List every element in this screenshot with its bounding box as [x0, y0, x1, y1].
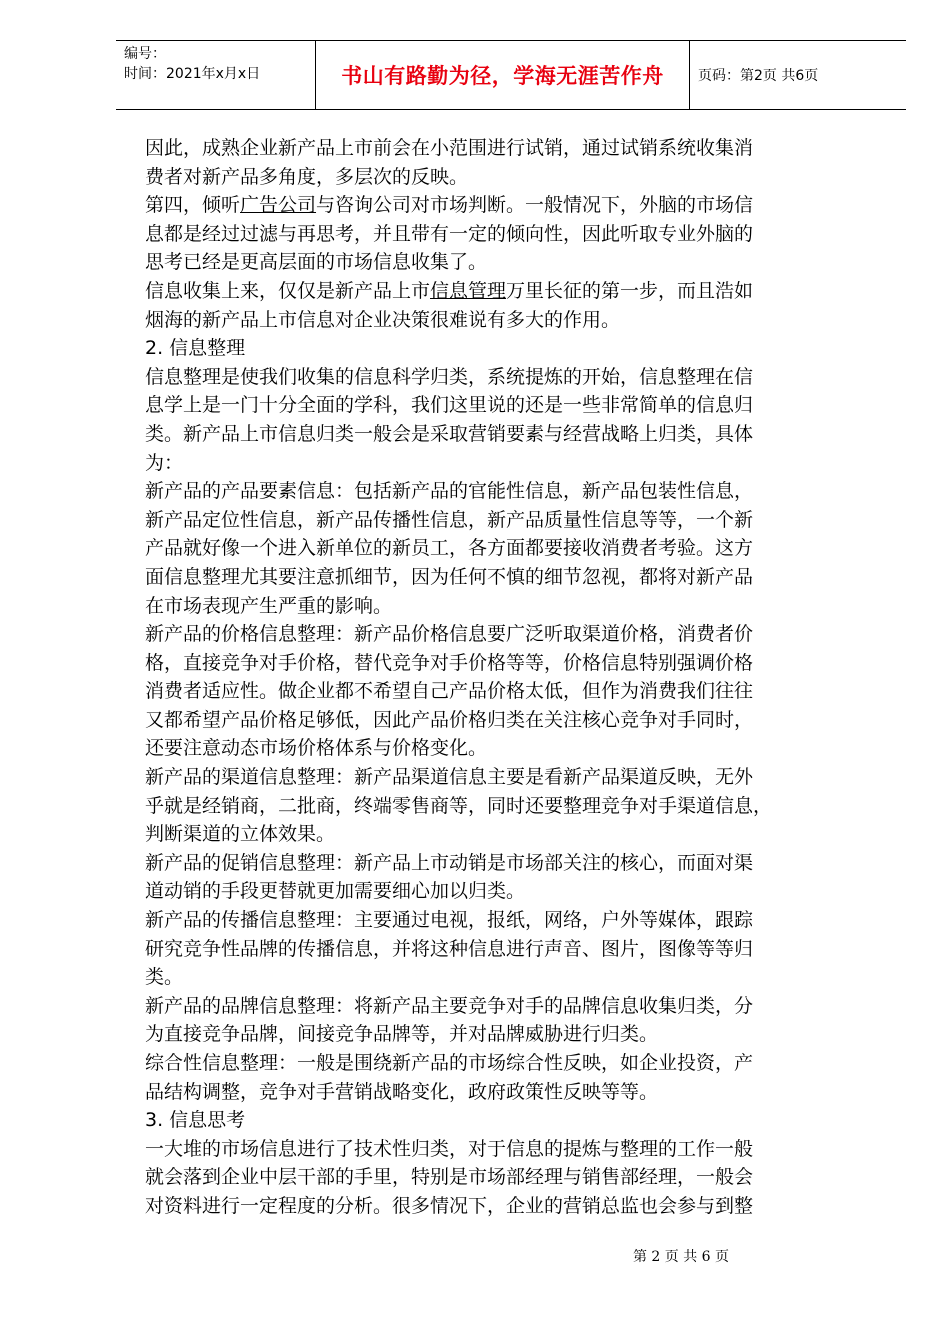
text-line: 又都希望产品价格足够低，因此产品价格归类在关注核心竞争对手同时， [145, 708, 754, 731]
text-line: 3. 信息思考 [145, 1109, 246, 1132]
text-line: 费者对新产品多角度，多层次的反映。 [145, 165, 469, 188]
text-line: 就会落到企业中层干部的手里，特别是市场部经理与销售部经理，一般会 [145, 1166, 754, 1189]
text-line: 道动销的手段更替就更加需要细心加以归类。 [145, 880, 526, 903]
text-line: 为直接竞争品牌，间接竞争品牌等，并对品牌威胁进行归类。 [145, 1023, 659, 1046]
underlined-term-link[interactable]: 广告公司 [240, 194, 317, 217]
text-segment: 信息收集上来，仅仅是新产品上市 [145, 279, 431, 302]
text-line: 在市场表现产生严重的影响。 [145, 594, 393, 617]
text-line: 息学上是一门十分全面的学科，我们这里说的还是一些非常简单的信息归 [145, 394, 754, 417]
text-line: 研究竞争性品牌的传播信息，并将这种信息进行声音、图片，图像等等归 [145, 937, 754, 960]
text-line [145, 191, 865, 220]
text-line [145, 277, 865, 306]
text-line: 烟海的新产品上市信息对企业决策很难说有多大的作用。 [145, 308, 621, 331]
text-segment: 万里长征的第一步，而且浩如 [506, 279, 754, 302]
text-line: 思考已经是更高层面的市场信息收集了。 [145, 251, 488, 274]
text-line: 新产品的传播信息整理：主要通过电视，报纸，网络，户外等媒体，跟踪 [145, 909, 754, 932]
text-line: 综合性信息整理：一般是围绕新产品的市场综合性反映，如企业投资，产 [145, 1052, 754, 1074]
text-line: 判断渠道的立体效果。 [145, 823, 336, 846]
text-line: 对资料进行一定程度的分析。很多情况下，企业的营销总监也会参与到整 [145, 1194, 754, 1217]
text-line: 一大堆的市场信息进行了技术性归类，对于信息的提炼与整理的工作一般 [145, 1137, 754, 1160]
text-line: 类。新产品上市信息归类一般会是采取营销要素与经营战略上归类，具体 [145, 422, 754, 445]
text-line: 息都是经过过滤与再思考，并且带有一定的倾向性，因此听取专业外脑的 [145, 222, 754, 245]
header-page-label: 页码：第2页 共6页 [698, 68, 819, 84]
text-line: 信息整理是使我们收集的信息科学归类，系统提炼的开始，信息整理在信 [145, 365, 754, 388]
text-segment: 与咨询公司对市场判断。一般情况下，外脑的市场信 [316, 194, 754, 217]
text-line: 格，直接竞争对手价格，替代竞争对手价格等等，价格信息特别强调价格 [145, 651, 754, 674]
text-line: 新产品定位性信息，新产品传播性信息，新产品质量性信息等等，一个新 [145, 508, 754, 531]
text-line: 品结构调整，竞争对手营销战略变化，政府政策性反映等等。 [145, 1080, 659, 1103]
text-line: 产品就好像一个进入新单位的新员工，各方面都要接收消费者考验。这方 [145, 537, 754, 560]
text-line: 新产品的渠道信息整理：新产品渠道信息主要是看新产品渠道反映，无外 [145, 766, 754, 789]
page-header [116, 40, 906, 110]
document-number-label: 编号： [124, 46, 166, 62]
text-line: 新产品的价格信息整理：新产品价格信息要广泛听取渠道价格，消费者价 [145, 623, 754, 646]
text-line: 新产品的品牌信息整理：将新产品主要竞争对手的品牌信息收集归类，分 [145, 994, 754, 1017]
text-line: 2. 信息整理 [145, 337, 246, 360]
text-line: 新产品的产品要素信息：包括新产品的官能性信息，新产品包装性信息， [145, 480, 754, 503]
underlined-term-link[interactable]: 信息管理 [430, 279, 507, 302]
footer-page-number: 第 2 页 共 6 页 [632, 1249, 730, 1265]
text-line: 新产品的促销信息整理：新产品上市动销是市场部关注的核心，而面对渠 [145, 851, 754, 874]
text-line: 面信息整理尤其要注意抓细节，因为任何不慎的细节忽视，都将对新产品 [145, 565, 754, 588]
text-line: 还要注意动态市场价格体系与价格变化。 [145, 737, 488, 760]
text-line: 类。 [145, 966, 184, 989]
text-line: 乎就是经销商，二批商，终端零售商等，同时还要整理竞争对手渠道信息， [145, 794, 773, 817]
text-line: 消费者适应性。做企业都不希望自己产品价格太低，但作为消费我们往往 [145, 680, 754, 703]
document-time-label: 时间：2021年x月x日 [124, 66, 261, 82]
text-line: 为： [145, 451, 184, 474]
header-meta [116, 41, 316, 109]
document-body [145, 134, 865, 1221]
header-motto: 书山有路勤为径，学海无涯苦作舟 [316, 41, 690, 109]
text-segment: 第四，倾听 [145, 194, 241, 217]
page-footer [0, 1246, 950, 1266]
text-line: 因此，成熟企业新产品上市前会在小范围进行试销，通过试销系统收集消 [145, 137, 754, 159]
